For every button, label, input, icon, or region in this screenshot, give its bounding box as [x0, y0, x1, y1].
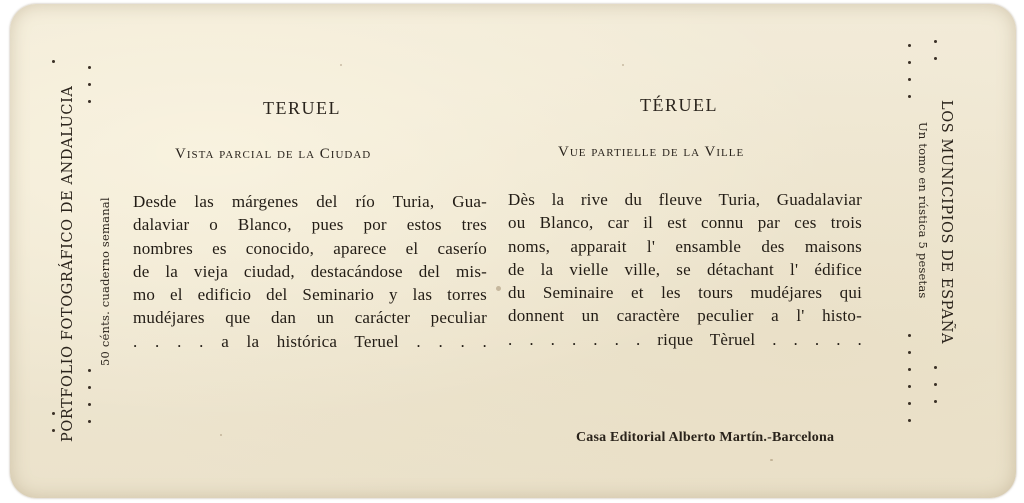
- left-dot-column-top: [52, 60, 56, 77]
- french-line: donnent un caractère peculier a l' histo-: [508, 306, 862, 326]
- left-dot-column-bottom: [52, 412, 56, 446]
- french-description: [508, 188, 862, 351]
- french-line: Dès la rive du fleuve Turia, Guadalaviar: [508, 190, 862, 209]
- spanish-line: nombres es conocido, aparece el caserío: [133, 238, 487, 258]
- left-margin-title: PORTFOLIO FOTOGRÁFICO DE ANDALUCIA: [60, 85, 76, 442]
- spanish-description: [133, 190, 487, 353]
- left-sub-dots-bottom: [88, 369, 92, 437]
- spanish-subtitle: Vista parcial de la Ciudad: [175, 146, 372, 162]
- french-line: noms, apparait l' ensamble des maisons: [508, 236, 862, 256]
- french-subtitle: Vue partielle de la Ville: [558, 144, 745, 160]
- paper-speck: [770, 459, 773, 461]
- spanish-line: Desde las márgenes del río Turia, Gua-: [133, 192, 487, 211]
- right-margin-title: LOS MUNICIPIOS DE ESPAÑA: [938, 100, 954, 345]
- paper-speck: [220, 434, 222, 436]
- right-margin-subtitle: Un tomo en rústica 5 pesetas: [916, 122, 930, 299]
- spanish-line: dalaviar o Blanco, pues por estos tres: [133, 215, 487, 235]
- spanish-line: mudéjares que dan un carácter peculiar: [133, 308, 487, 328]
- right-dot-column-top: [934, 40, 938, 74]
- french-line: de la vielle ville, se détachant l' édifice: [508, 259, 862, 279]
- spanish-line: . . . . a la histórica Teruel . . . .: [133, 331, 487, 351]
- french-title: TÉRUEL: [640, 95, 718, 115]
- paper-speck: [340, 64, 342, 66]
- left-sub-dots-top: [88, 66, 92, 117]
- spanish-line: de la vieja ciudad, destacándose del mis-: [133, 261, 487, 281]
- left-margin-subtitle: 50 cénts. cuaderno semanal: [98, 197, 112, 366]
- paper-speck: [496, 286, 501, 291]
- paper-speck: [622, 64, 624, 66]
- french-line: ou Blanco, car il est connu par ces trois: [508, 213, 862, 233]
- french-line: du Seminaire et les tours mudéjares qui: [508, 283, 862, 303]
- right-sub-dots-bottom: [908, 334, 912, 436]
- stereo-card-back: [10, 4, 1016, 498]
- french-line: . . . . . . . rique Tèruel . . . . .: [508, 329, 862, 349]
- right-dot-column-bottom: [934, 366, 938, 417]
- right-sub-dots-top: [908, 44, 912, 112]
- publisher-imprint: Casa Editorial Alberto Martín.-Barcelona: [576, 430, 835, 445]
- spanish-line: mo el edificio del Seminario y las torres: [133, 285, 487, 305]
- spanish-title: TERUEL: [263, 98, 341, 118]
